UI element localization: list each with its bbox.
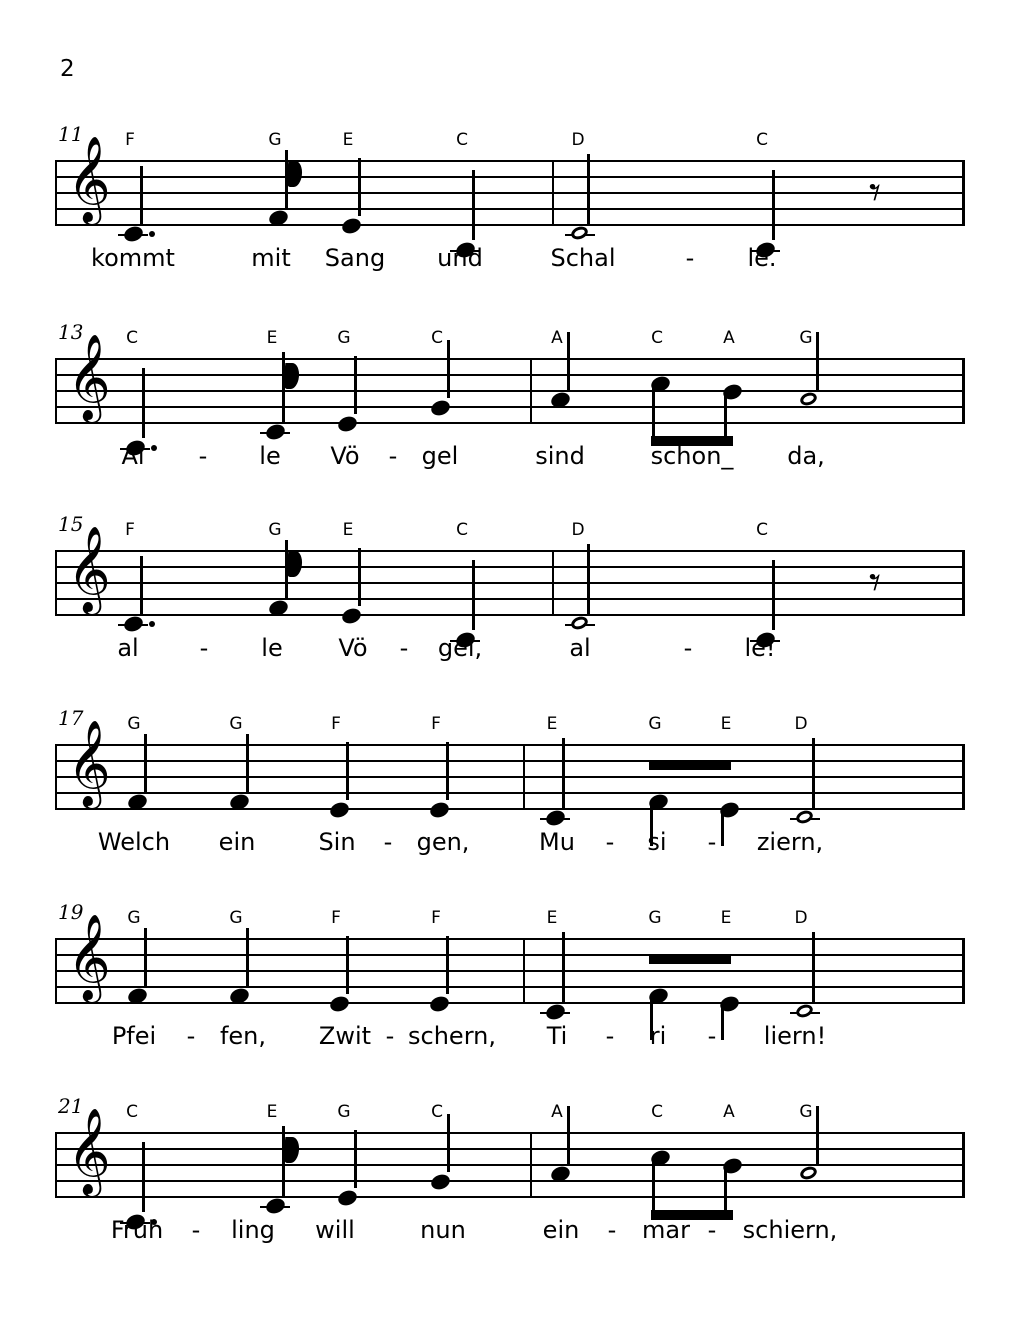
staff-line <box>55 176 965 178</box>
staff-line <box>55 358 965 360</box>
treble-clef-icon: 𝄞 <box>67 526 111 612</box>
notehead <box>428 800 451 820</box>
staff-line <box>55 970 965 972</box>
staff-line <box>55 160 965 162</box>
stem <box>354 1130 357 1188</box>
quarter-rest: 𝄾 <box>868 165 882 219</box>
chord-label: D <box>794 908 808 928</box>
measure-number: 17 <box>58 706 84 730</box>
eighth-flag <box>286 551 304 577</box>
lyric-syllable: sind <box>535 442 585 470</box>
lyric-syllable: schern, <box>408 1022 496 1050</box>
lyric-syllable: - <box>707 828 717 856</box>
barline <box>962 160 965 226</box>
lyric-syllable: - <box>383 828 393 856</box>
treble-clef-icon: 𝄞 <box>67 334 111 420</box>
augmentation-dot <box>149 621 155 627</box>
chord-label: C <box>126 328 138 348</box>
stem <box>472 560 475 630</box>
lyric-syllable: ein <box>218 828 256 856</box>
lyric-syllable: Pfei <box>111 1022 157 1050</box>
chord-label: E <box>720 908 732 928</box>
barline <box>523 744 525 810</box>
stem <box>724 1166 727 1216</box>
lyric-syllable: ri <box>649 1022 667 1050</box>
chord-label: G <box>799 328 813 348</box>
stem <box>358 548 361 606</box>
lyric-syllable: - <box>607 1216 617 1244</box>
lyric-syllable: gel <box>421 442 459 470</box>
barline <box>55 1132 57 1198</box>
treble-clef-icon: 𝄞 <box>67 1108 111 1194</box>
stem <box>346 936 349 994</box>
chord-label: C <box>456 520 468 540</box>
chord-label: E <box>266 1102 278 1122</box>
staff-line <box>55 760 965 762</box>
barline <box>962 938 965 1004</box>
chord-label: C <box>431 328 443 348</box>
chord-label: G <box>799 1102 813 1122</box>
lyric-syllable: - <box>683 634 693 662</box>
stem <box>772 560 775 630</box>
barline <box>962 358 965 424</box>
lyric-syllable: fen, <box>219 1022 267 1050</box>
staff-line <box>55 776 965 778</box>
stem <box>567 1106 570 1164</box>
stem <box>652 384 655 442</box>
stem <box>587 544 590 614</box>
lyric-syllable: gel, <box>437 634 483 662</box>
stem <box>142 1142 145 1212</box>
barline <box>523 938 525 1004</box>
barline <box>962 744 965 810</box>
chord-label: A <box>723 328 735 348</box>
lyric-syllable: schiern, <box>742 1216 838 1244</box>
chord-label: A <box>551 328 563 348</box>
stem <box>144 928 147 986</box>
staff-line <box>55 208 965 210</box>
stem <box>446 742 449 800</box>
notehead <box>264 422 287 442</box>
lyric-syllable: le! <box>744 634 776 662</box>
barline <box>55 550 57 616</box>
lyric-syllable: mar <box>642 1216 690 1244</box>
notehead <box>122 614 145 634</box>
notehead <box>429 1172 452 1192</box>
eighth-flag <box>283 1137 301 1163</box>
lyric-syllable: - <box>707 1022 717 1050</box>
lyric-syllable: Früh <box>110 1216 164 1244</box>
lyric-syllable: - <box>198 442 208 470</box>
augmentation-dot <box>151 445 157 451</box>
lyric-syllable: Schal <box>550 244 616 272</box>
chord-label: F <box>331 714 341 734</box>
notehead <box>336 1188 359 1208</box>
lyric-syllable: mit <box>251 244 291 272</box>
stem <box>446 936 449 994</box>
stem <box>142 368 145 438</box>
staff-line <box>55 614 965 616</box>
lyric-syllable: al <box>117 634 139 662</box>
notehead-half <box>794 808 814 825</box>
barline <box>552 550 554 616</box>
staff-line <box>55 224 965 226</box>
lyric-syllable: al <box>569 634 591 662</box>
staff-line <box>55 598 965 600</box>
lyric-syllable: - <box>707 1216 717 1244</box>
page-number: 2 <box>60 56 76 82</box>
staff-line <box>55 986 965 988</box>
notehead <box>544 808 567 828</box>
lyric-syllable: Al <box>121 442 145 470</box>
chord-label: E <box>720 714 732 734</box>
chord-label: C <box>756 520 768 540</box>
lyric-syllable: - <box>605 828 615 856</box>
lyric-syllable: le <box>259 442 281 470</box>
chord-label: G <box>337 1102 351 1122</box>
treble-clef-icon: 𝄞 <box>67 136 111 222</box>
staff-line <box>55 422 965 424</box>
lyric-syllable: - <box>685 244 695 272</box>
lyric-syllable: ziern, <box>756 828 824 856</box>
chord-label: G <box>127 908 141 928</box>
stem <box>144 734 147 792</box>
stem <box>447 340 450 398</box>
measure-number: 21 <box>58 1094 84 1118</box>
notehead <box>340 216 363 236</box>
chord-label: F <box>331 908 341 928</box>
barline <box>55 358 57 424</box>
stem <box>447 1114 450 1172</box>
notehead-half <box>798 1164 818 1181</box>
staff-line <box>55 374 965 376</box>
stem <box>812 932 815 1002</box>
lyric-syllable: schon_ <box>650 442 734 470</box>
lyric-syllable: - <box>191 1216 201 1244</box>
notehead <box>328 994 351 1014</box>
treble-clef-icon: 𝄞 <box>67 914 111 1000</box>
lyric-syllable: le <box>261 634 283 662</box>
chord-label: F <box>431 714 441 734</box>
staff-line <box>55 954 965 956</box>
chord-label: E <box>342 130 354 150</box>
chord-label: E <box>546 714 558 734</box>
chord-label: C <box>651 1102 663 1122</box>
stem <box>246 928 249 986</box>
lyric-syllable: Zwit <box>318 1022 372 1050</box>
lyric-syllable: - <box>605 1022 615 1050</box>
stem <box>358 158 361 216</box>
augmentation-dot <box>149 231 155 237</box>
staff-line <box>55 744 965 746</box>
barline <box>552 160 554 226</box>
lyric-syllable: - <box>388 442 398 470</box>
chord-label: G <box>229 714 243 734</box>
lyric-syllable: liern! <box>763 1022 827 1050</box>
stem <box>816 1106 819 1164</box>
notehead <box>429 398 452 418</box>
stem <box>587 154 590 224</box>
notehead-half <box>798 390 818 407</box>
treble-clef-icon: 𝄞 <box>67 720 111 806</box>
stem <box>562 738 565 808</box>
chord-label: G <box>648 714 662 734</box>
barline <box>962 550 965 616</box>
chord-label: G <box>648 908 662 928</box>
notehead <box>122 224 145 244</box>
chord-label: G <box>268 520 282 540</box>
staff-line <box>55 390 965 392</box>
barline <box>530 1132 532 1198</box>
lyric-syllable: - <box>385 1022 395 1050</box>
stem <box>724 392 727 442</box>
staff-line <box>55 566 965 568</box>
chord-label: G <box>268 130 282 150</box>
stem <box>567 332 570 390</box>
chord-label: C <box>126 1102 138 1122</box>
lyric-syllable: si <box>647 828 667 856</box>
chord-label: E <box>266 328 278 348</box>
stem <box>562 932 565 1002</box>
lyric-syllable: ein <box>542 1216 580 1244</box>
stem <box>140 556 143 614</box>
staff-line <box>55 1164 965 1166</box>
chord-label: A <box>551 1102 563 1122</box>
chord-label: D <box>571 130 585 150</box>
staff-line <box>55 792 965 794</box>
lyric-syllable: Sang <box>324 244 386 272</box>
lyric-syllable: - <box>186 1022 196 1050</box>
lyric-syllable: Sin <box>318 828 356 856</box>
lyric-syllable: Vö <box>330 442 360 470</box>
chord-label: F <box>431 908 441 928</box>
barline <box>530 358 532 424</box>
chord-label: G <box>127 714 141 734</box>
lyric-syllable: will <box>315 1216 355 1244</box>
barline <box>55 744 57 810</box>
lyric-syllable: Ti <box>546 1022 568 1050</box>
eighth-flag <box>286 161 304 187</box>
lyric-syllable: gen, <box>416 828 470 856</box>
chord-label: D <box>794 714 808 734</box>
notehead <box>264 1196 287 1216</box>
lyric-syllable: Welch <box>97 828 171 856</box>
notehead <box>336 414 359 434</box>
staff-line <box>55 1148 965 1150</box>
staff-line <box>55 808 965 810</box>
chord-label: G <box>229 908 243 928</box>
lyric-syllable: le. <box>747 244 777 272</box>
measure-number: 13 <box>58 320 84 344</box>
beam <box>649 954 731 964</box>
notehead-half <box>794 1002 814 1019</box>
lyric-syllable: ling <box>231 1216 275 1244</box>
chord-label: C <box>756 130 768 150</box>
lyric-syllable: Mu <box>539 828 575 856</box>
notehead <box>340 606 363 626</box>
stem <box>472 170 475 240</box>
stem <box>354 356 357 414</box>
chord-label: E <box>546 908 558 928</box>
chord-label: C <box>651 328 663 348</box>
chord-label: C <box>456 130 468 150</box>
notehead <box>428 994 451 1014</box>
stem <box>246 734 249 792</box>
notehead-half <box>569 224 589 241</box>
staff-line <box>55 582 965 584</box>
chord-label: A <box>723 1102 735 1122</box>
notehead <box>328 800 351 820</box>
stem <box>652 1158 655 1216</box>
lyric-syllable: - <box>199 634 209 662</box>
staff-line <box>55 550 965 552</box>
chord-label: G <box>337 328 351 348</box>
chord-label: D <box>571 520 585 540</box>
lyric-syllable: - <box>399 634 409 662</box>
stem <box>721 810 724 846</box>
stem <box>346 742 349 800</box>
lyric-syllable: nun <box>420 1216 466 1244</box>
stem <box>816 332 819 390</box>
eighth-flag <box>283 363 301 389</box>
staff-line <box>55 1180 965 1182</box>
staff-line <box>55 938 965 940</box>
lyric-syllable: da, <box>787 442 825 470</box>
notehead <box>544 1002 567 1022</box>
notehead-half <box>569 614 589 631</box>
quarter-rest: 𝄾 <box>868 555 882 609</box>
stem <box>772 170 775 240</box>
measure-number: 15 <box>58 512 84 536</box>
chord-label: E <box>342 520 354 540</box>
chord-label: C <box>431 1102 443 1122</box>
staff-line <box>55 1002 965 1004</box>
staff-line <box>55 1132 965 1134</box>
measure-number: 11 <box>58 122 84 146</box>
stem <box>140 166 143 224</box>
chord-label: F <box>125 520 135 540</box>
barline <box>55 160 57 226</box>
stem <box>812 738 815 808</box>
beam <box>649 760 731 770</box>
staff-line <box>55 406 965 408</box>
chord-label: F <box>125 130 135 150</box>
barline <box>55 938 57 1004</box>
lyric-syllable: kommt <box>91 244 175 272</box>
lyric-syllable: und <box>437 244 483 272</box>
staff-line <box>55 192 965 194</box>
staff-line <box>55 1196 965 1198</box>
measure-number: 19 <box>58 900 84 924</box>
barline <box>962 1132 965 1198</box>
lyric-syllable: Vö <box>338 634 368 662</box>
stem <box>721 1004 724 1040</box>
